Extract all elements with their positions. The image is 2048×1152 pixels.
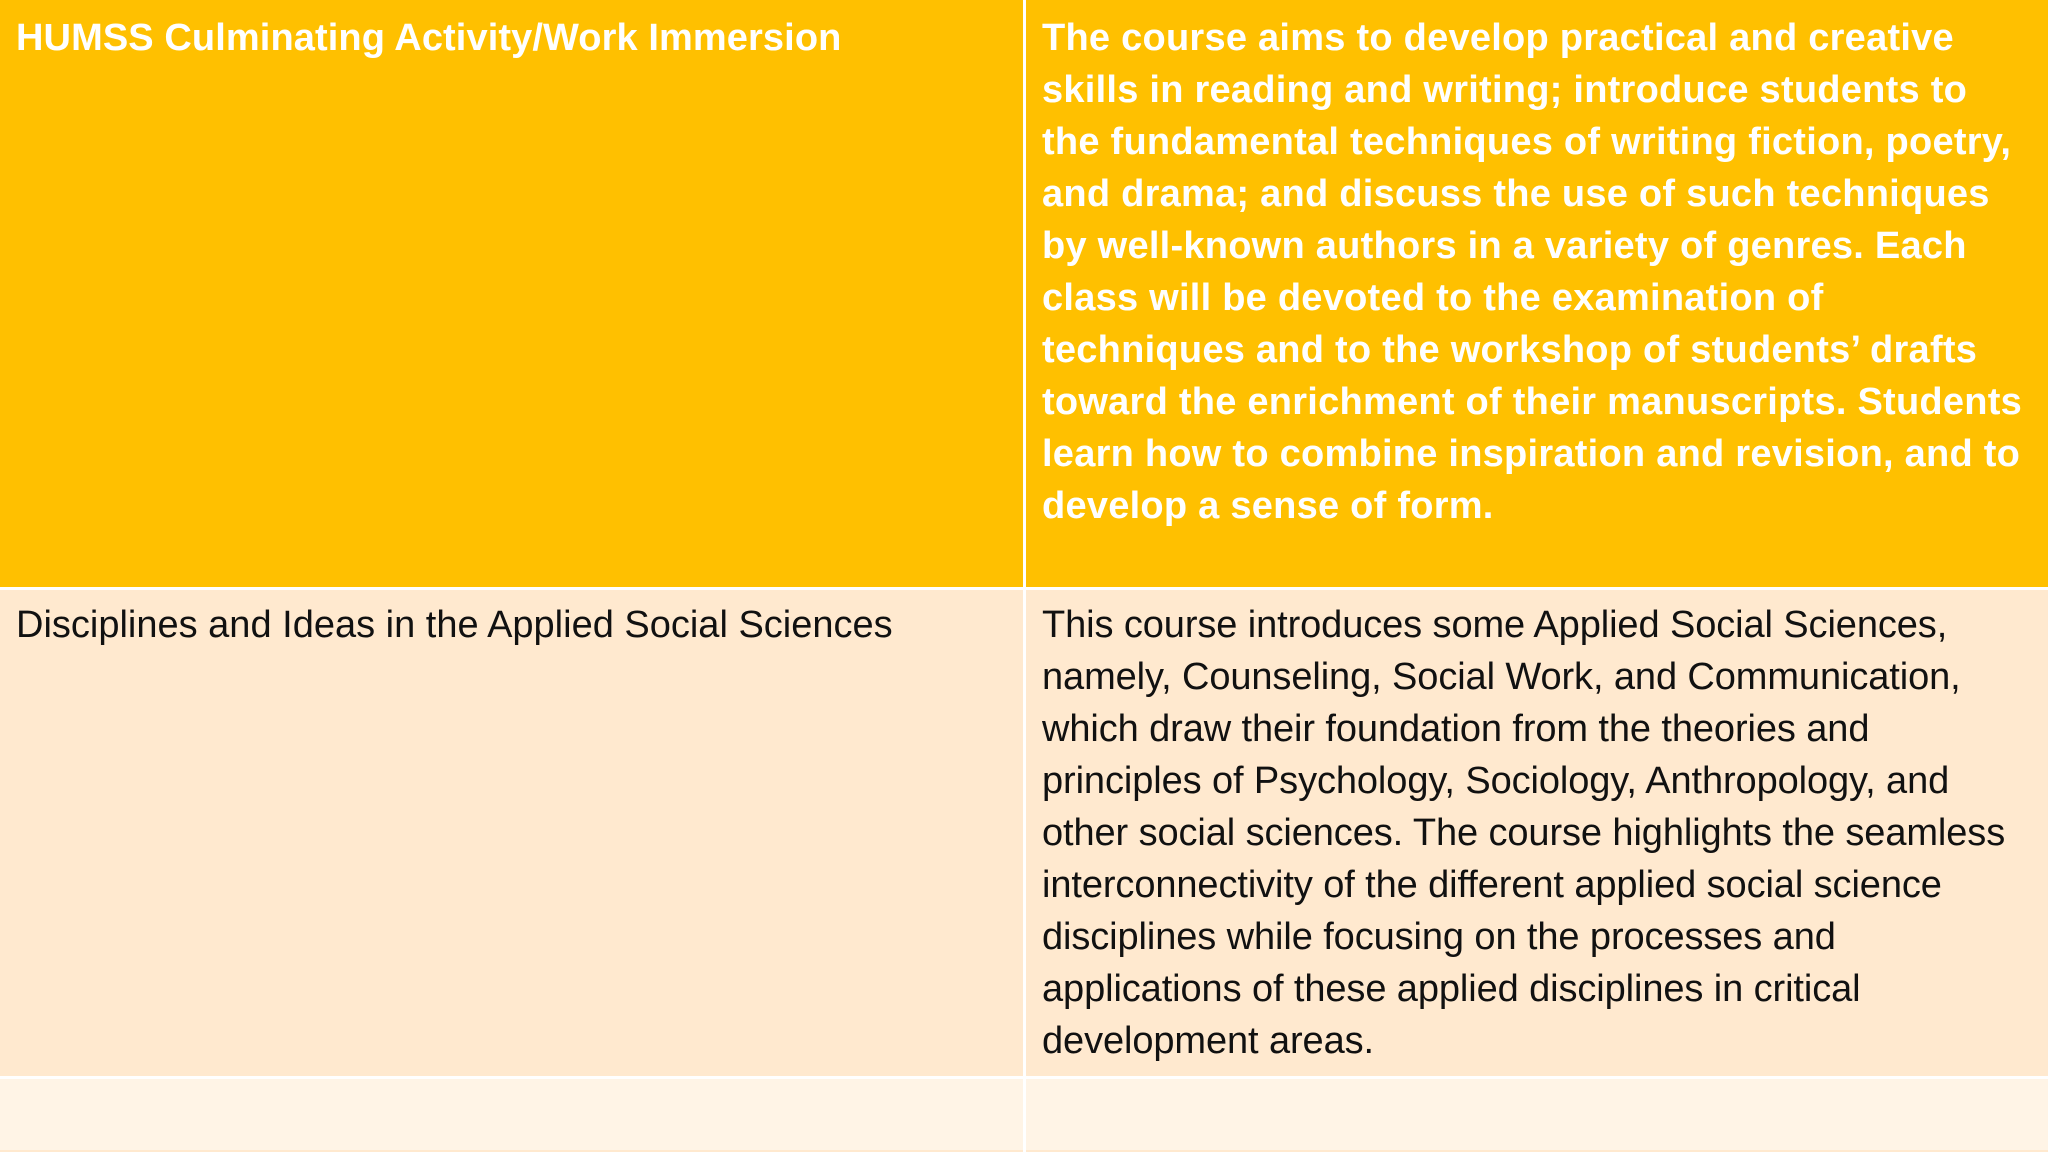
subject-cell: HUMSS Culminating Activity/Work Immersion: [0, 0, 1023, 587]
description-cell: The course aims to develop practical and creative skills in reading and writing; introduce students to the fundamental techniques of writing fiction, poetry, and drama; and discuss the use of such techniques by well-known authors in a variety of genres. Each class will be devoted to the examination of techniques and to the workshop of students’ drafts toward the enrichment of their manuscripts. Students learn how to combine inspiration and revision, and to develop a sense of form.: [1023, 0, 2048, 587]
description-cell: [1023, 1076, 2048, 1150]
subject-cell: Disciplines and Ideas in the Applied Social Sciences: [0, 587, 1023, 1076]
description-cell: This course introduces some Applied Social Sciences, namely, Counseling, Social Work, and Communication, which draw their foundation from the theories and principles of Psychology, Sociology, Anthropology, and other social sciences. The course highlights the seamless interconnectivity of the different applied social science disciplines while focusing on the processes and applications of these applied disciplines in critical development areas.: [1023, 587, 2048, 1076]
subject-cell: [0, 1076, 1023, 1150]
